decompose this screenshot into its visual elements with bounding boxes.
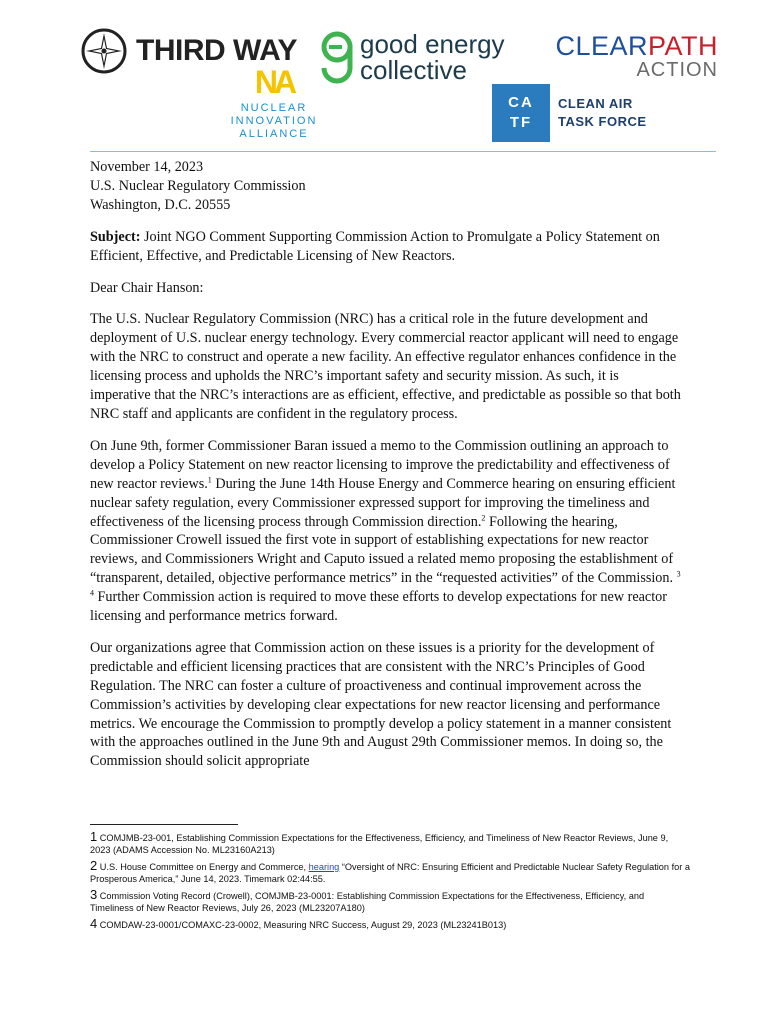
salutation: Dear Chair Hanson: <box>90 279 204 296</box>
footnote-number: 2 <box>90 858 98 873</box>
hearing-link[interactable]: hearing <box>308 862 340 872</box>
footnote-number: 1 <box>90 829 98 844</box>
footnote-text: “Oversight of NRC: Ensuring Efficient and Predictable Nuclear Safety Regulation for a Prosperous America,” June 14, 2023. Timemark 02:44:55. <box>90 862 690 884</box>
nuclear-innovation-alliance-logo <box>222 64 326 141</box>
footnote-divider <box>90 824 238 825</box>
letter-date: November 14, 2023 <box>90 159 204 175</box>
third-way-wordmark: THIRD WAY <box>136 34 298 67</box>
clean-air-task-force-logo <box>492 84 647 142</box>
catf-line-1: CLEAN AIR <box>558 96 633 111</box>
footnote-1 <box>90 831 690 856</box>
good-energy-collective-logo <box>320 30 505 84</box>
footnote-ref-3-4[interactable]: 3 4 <box>90 569 681 598</box>
subject-label: Subject: <box>90 228 141 245</box>
footnote-3 <box>90 889 690 914</box>
catf-mark <box>492 84 550 142</box>
footnote-text: U.S. House Committee on Energy and Commerce, <box>97 862 309 872</box>
letterhead-logos <box>0 0 768 150</box>
footnote-number: 3 <box>90 887 98 902</box>
footnote-text: Commission Voting Record (Crowell), COMJMB-23-0001: Establishing Commission Expectations for the Effectiveness, Efficiency, and Timeliness of New Reactor Reviews, July 26, 2023 (ML23207A180) <box>90 891 645 913</box>
nia-line-3: ALLIANCE <box>239 128 309 140</box>
catf-mark-bottom: TF <box>509 114 533 131</box>
subject-line <box>90 228 682 266</box>
footnote-text: COMDAW-23-0001/COMAXC-23-0002, Measuring NRC Success, August 29, 2023 (ML23241B013) <box>97 920 507 930</box>
paragraph-2-part-b: During the June 14th House Energy and Commerce hearing on ensuring efficient nuclear safety regulation, every Commissioner expressed support for improving the timeliness and effectiveness of the licensing process through Commission direction. <box>90 475 676 530</box>
address-block <box>90 158 682 215</box>
recipient-city: Washington, D.C. 20555 <box>90 196 231 213</box>
nia-line-2: INNOVATION <box>230 115 318 127</box>
paragraph-2-part-a: On June 9th, former Commissioner Baran issued a memo to the Commission outlining an approach to develop a Policy Statement on new reactor licensing to improve the predictability and effectiveness of new reactor reviews. <box>90 437 670 492</box>
footnote-text: COMJMB-23-001, Establishing Commission Expectations for the Effectiveness, Efficiency, and Timeliness of New Reactor Reviews, June 9, 2023 (ADAMS Accession No. ML23160A213) <box>90 833 669 855</box>
footnote-number: 4 <box>90 916 98 931</box>
paragraph-2-part-c: Following the hearing, Commissioner Crowell issued the first vote in support of establishing expectations for new reactor reviews, and Commissioners Wright and Caputo issued a related memo proposing the establishment of “transparent, detailed, objective performance metrics” in the “requested activities” of the Commission. <box>90 513 677 587</box>
footnotes <box>90 831 690 935</box>
clearpath-action: ACTION <box>636 59 718 81</box>
footnote-ref-1[interactable]: 1 <box>207 474 212 484</box>
footnote-2 <box>90 860 690 885</box>
catf-line-2: TASK FORCE <box>558 114 647 129</box>
footnote-4 <box>90 918 690 931</box>
clearpath-clear: CLEAR <box>555 31 648 61</box>
gec-line-1: good energy <box>360 29 505 59</box>
nia-mark: NA <box>254 64 294 100</box>
nia-line-1: NUCLEAR <box>240 102 308 114</box>
compass-icon <box>80 27 128 75</box>
paragraph-2-part-d: Further Commission action is required to move these efforts to develop expectations for new reactor licensing and performance metrics forward. <box>90 589 667 625</box>
paragraph-3: Our organizations agree that Commission action on these issues is a priority for the development of predictable and efficient licensing practices that are consistent with the NRC’s Principles of Good Regulation. The NRC can foster a culture of proactiveness and continual improvement across the Commission’s activities by developing clear expectations for new reactor licensing and performance metrics. We encourage the Commission to promptly develop a policy statement in a manner consistent with the approaches outlined in the June 9th and August 29th Commissioner memos. In doing so, the Commission should solicit appropriate <box>90 639 672 770</box>
letter-body <box>90 158 682 784</box>
paragraph-2 <box>90 437 682 626</box>
header-divider <box>90 151 716 152</box>
footnote-ref-2[interactable]: 2 <box>481 512 486 522</box>
catf-mark-top: CA <box>508 94 534 111</box>
paragraph-1: The U.S. Nuclear Regulatory Commission (NRC) has a critical role in the future development and deployment of U.S. nuclear energy technology. Every commercial reactor applicant will need to engage with the NRC to construct and operate a new facility. An effective regulator enhances confidence in the licensing process and upholds the NRC’s important safety and security mission. As such, it is imperative that the NRC’s interactions are as efficient, effective, and predictable as possible so that both NRC staff and applicants are confident in the regulatory process. <box>90 311 681 422</box>
subject-text: Joint NGO Comment Supporting Commission Action to Promulgate a Policy Statement on Efficient, Effective, and Predictable Licensing of New Reactors. <box>90 228 660 264</box>
clearpath-path: PATH <box>647 31 718 61</box>
gec-line-2: collective <box>360 55 467 85</box>
clearpath-action-logo <box>536 32 718 80</box>
recipient-name: U.S. Nuclear Regulatory Commission <box>90 177 306 194</box>
